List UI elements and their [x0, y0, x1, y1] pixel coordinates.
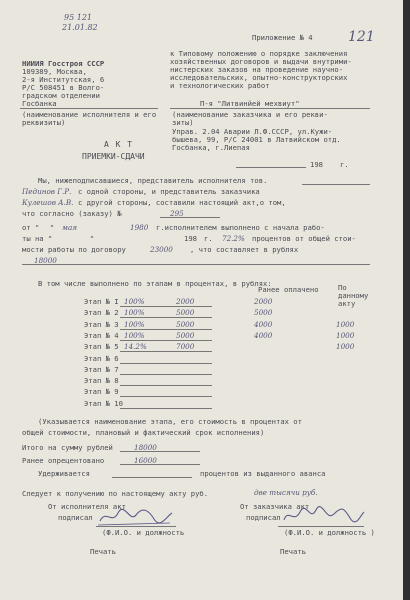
stage-line — [120, 396, 212, 397]
total-sum-value: 18000 — [134, 443, 157, 452]
order-year: 1980 — [130, 223, 149, 232]
stages-heading: В том числе выполнено по этапам в процентах, в рублях: — [38, 279, 272, 288]
archive-ref: 95 121 — [64, 13, 92, 22]
body-line-6-year: 198 — [184, 234, 197, 243]
sign-exec-sub: подписал — [58, 513, 93, 522]
customer-line: Госбанка, г.Лиепая — [172, 143, 250, 152]
body-line-7: мости работы по договору — [22, 245, 126, 254]
stage-amount: 2000 — [176, 297, 195, 306]
stage-label: Этап № I — [84, 297, 119, 306]
footnote-line: общей стоимости, плановый и фактический срок исполнения) — [22, 428, 265, 437]
stage-amount: 5000 — [176, 319, 195, 329]
title-act: А К Т — [104, 140, 134, 149]
stage-percent: 14.2% — [124, 342, 147, 352]
stage-line — [120, 306, 212, 307]
withheld-label: Удерживается — [38, 469, 90, 478]
appendix-label: Приложение № 4 — [252, 33, 313, 42]
withheld-tail: процентов из выданного аванса — [200, 469, 326, 478]
stage-label: Этап № 10 — [84, 398, 123, 408]
stage-line — [120, 340, 212, 341]
stage-label: Этап № 5 — [84, 342, 119, 352]
stage-this-act: 1000 — [336, 319, 355, 329]
body-line-6: процентов от общей стои- — [252, 234, 356, 243]
stage-this-act: 1000 — [336, 330, 355, 340]
executor-caption: реквизиты) — [22, 118, 66, 127]
stage-percent: 100% — [124, 330, 145, 340]
sign-exec-hint: (Ф.И.О. и должность — [102, 528, 185, 537]
body-line-6-start: ты на " — [22, 234, 53, 243]
sign-exec-seal: Печать — [90, 547, 116, 556]
body-line-5-quote: " — [50, 223, 55, 232]
stage-label: Этап № 7 — [84, 364, 119, 374]
stage-label: Этап № 4 — [84, 330, 119, 340]
stage-amount: 5000 — [176, 330, 195, 340]
stage-label: Этап № 2 — [84, 308, 119, 318]
sign-cust-seal: Печать — [280, 547, 306, 556]
stage-previously-paid: 2000 — [254, 297, 273, 306]
paid-label: Ранее опрецентовано — [22, 456, 105, 465]
scan-edge — [403, 0, 410, 600]
paid-value: 16000 — [134, 456, 157, 465]
body-line-6-quote: " — [90, 234, 95, 243]
executor-caption: (наименование исполнителя и его — [22, 110, 157, 119]
executor-line: Р/С 508451 в Волго- — [22, 83, 105, 92]
stage-line — [120, 317, 212, 318]
stage-line — [120, 363, 212, 364]
due-amount: две тысячи руб. — [254, 488, 318, 497]
regulation-line: к Типовому положению о порядке заключения — [170, 49, 348, 58]
date-year: 198 — [310, 160, 323, 169]
body-line-3: с другой стороны, составили настоящий акт,о том, — [78, 198, 286, 207]
body-line-4: что согласно (заказу) № — [22, 209, 122, 218]
stage-line — [120, 385, 212, 386]
order-month: мая — [62, 223, 78, 232]
stage-line — [120, 374, 212, 375]
executor-rep-name: Пединов Г.Р. — [22, 187, 72, 196]
total-sum-label: Итого на сумму рублей — [22, 443, 113, 452]
due-label: Следует к получению по настоящему акту руб. — [22, 489, 209, 498]
stage-label: Этап № 3 — [84, 319, 119, 329]
stage-amount: 5000 — [176, 308, 195, 318]
body-line-7-tail: , что составляет в рублях — [190, 245, 299, 254]
sign-cust-hint: (Ф.И.О. и должность ) — [284, 528, 375, 537]
stage-percent: 100% — [124, 308, 145, 318]
stage-percent: 100% — [124, 297, 145, 306]
executor-line: Госбанка — [22, 99, 57, 108]
customer-line: Управ. 2.04 Аварии Л.Ф.СССР, ул.Кужи- — [172, 127, 333, 136]
stage-line — [120, 408, 212, 409]
sign-cust-sub: подписал — [246, 513, 281, 522]
col-prev-header: Ранее оплачено — [258, 285, 319, 294]
customer-line: бышева, 99, Р/С 24001 в Латвийском отд. — [172, 135, 341, 144]
stage-label: Этап № 8 — [84, 376, 119, 386]
body-line-5-start: от " — [22, 223, 40, 232]
stage-line — [120, 329, 212, 330]
stage-label: Этап № 6 — [84, 353, 119, 363]
sheet-number: 121 — [348, 29, 375, 45]
regulation-line: и технологических работ — [170, 81, 270, 90]
body-line-2: с одной стороны, и представитель заказчика — [78, 187, 260, 196]
body-line-5: г.исполнителем выполнено с начала рабо- — [156, 223, 325, 232]
stage-line — [120, 351, 212, 352]
executor-line: НИИИЯ Госстроя СССР — [22, 59, 105, 68]
executor-line: 109389, Москва, — [22, 67, 87, 76]
stage-previously-paid: 4000 — [254, 319, 273, 329]
regulation-line: исследовательских, опытно-конструкторских — [170, 73, 348, 82]
sign-cust-label: От заказчика акт — [240, 502, 310, 511]
footnote-line: (Указывается наименование этапа, его стоимость в процентах от — [38, 417, 302, 426]
contract-total: 23000 — [150, 245, 173, 254]
customer-rep-name: Кулешов А.В. — [22, 198, 74, 207]
date-suffix: г. — [340, 160, 349, 169]
body-line-1: Мы, нижеподписавшиеся, представитель исполнителя тов. — [38, 176, 268, 185]
archive-date: 21.01.82 — [62, 23, 98, 32]
regulation-line: хозяйственных договоров и выдачи внутрими- — [170, 57, 352, 66]
col-now-header: По данному акту — [338, 283, 369, 308]
customer-name: П-я "Литвинйей мехвиут" — [200, 99, 300, 108]
stage-previously-paid: 5000 — [254, 308, 273, 318]
regulation-line: нистерских заказов на проведение научно- — [170, 65, 344, 74]
body-line-6-g: г. — [204, 234, 213, 243]
executor-line: 2-я Институтская, 6 — [22, 75, 105, 84]
stage-percent: 100% — [124, 319, 145, 329]
title-subtitle: ПРИЕМКИ-СДАЧИ — [82, 152, 145, 161]
customer-caption: (наименование заказчика и его рекви- — [172, 110, 328, 119]
customer-caption: зиты) — [172, 118, 194, 127]
customer-signature — [280, 502, 366, 528]
percent-done: 72.2% — [222, 234, 245, 243]
amount-rub: 18000 — [34, 256, 57, 265]
order-number: 295 — [170, 209, 184, 218]
stage-previously-paid: 4000 — [254, 330, 273, 340]
stage-amount: 7000 — [176, 342, 195, 352]
stage-this-act: 1000 — [336, 342, 355, 352]
sign-exec-label: От исполнителя акт — [48, 502, 126, 511]
executor-line: градском отделении — [22, 91, 100, 100]
stage-label: Этап № 9 — [84, 387, 119, 397]
